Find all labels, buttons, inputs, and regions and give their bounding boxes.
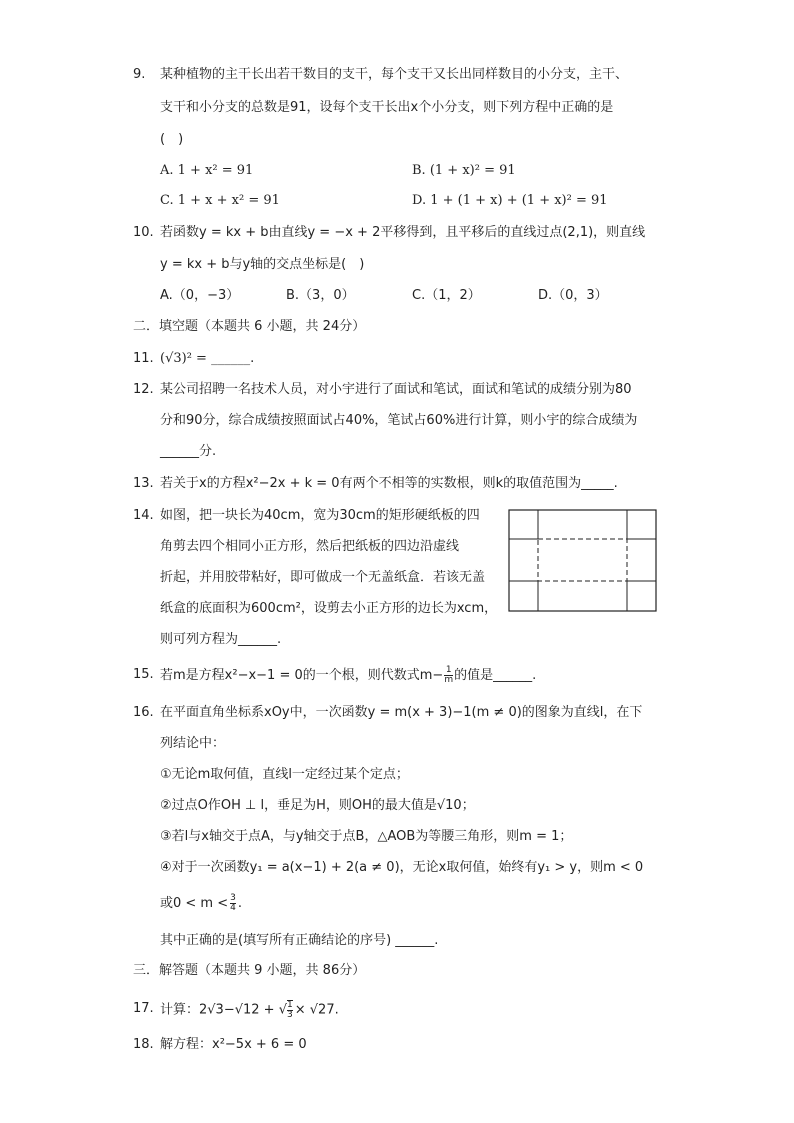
q16-answer-line: 其中正确的是(填写所有正确结论的序号) ______.	[160, 933, 439, 948]
q9-number: 9.	[133, 67, 146, 82]
q9-option-c: C. 1 + x + x² = 91	[160, 193, 280, 208]
q16-c4b-fraction	[230, 894, 236, 913]
q10-text-line1: 若函数y = kx + b由直线y = −x + 2平移得到，且平移后的直线过点(2,1)，则直线	[160, 225, 646, 240]
section-3-heading: 三．解答题（本题共 9 小题，共 86分）	[133, 963, 366, 978]
q18-number: 18.	[133, 1037, 154, 1052]
q17-text	[160, 1000, 339, 1020]
q10-option-a: A.（0，−3）	[160, 288, 240, 303]
q15-fraction	[444, 666, 453, 685]
q9-text-line1: 某种植物的主干长出若干数目的支干，每个支干又长出同样数目的小分支，主干、	[160, 67, 629, 82]
q15-number: 15.	[133, 667, 154, 682]
q17-text-part1: 计算：2√3−√12 +	[160, 1002, 279, 1018]
q9-option-b: B. (1 + x)² = 91	[412, 163, 516, 178]
q16-conclusion-4: ④对于一次函数y₁ = a(x−1) + 2(a ≠ 0)，无论x取何值，始终有y₁ > y，则m < 0	[160, 860, 644, 875]
q15-text-part1: 若m是方程x²−x−1 = 0的一个根，则代数式m−	[160, 668, 444, 683]
q14-text-line4: 纸盒的底面积为600cm²，设剪去小正方形的边长为xcm，	[160, 601, 498, 616]
q16-text-line2: 列结论中：	[160, 736, 226, 751]
q16-conclusion-3: ③若l与x轴交于点A，与y轴交于点B，△AOB为等腰三角形，则m = 1；	[160, 829, 573, 844]
q13-number: 13.	[133, 476, 154, 491]
q16-number: 16.	[133, 705, 154, 720]
q17-fraction-denominator: 3	[287, 1010, 293, 1020]
q10-text-line2: y = kx + b与y轴的交点坐标是( )	[160, 257, 365, 272]
q17-number: 17.	[133, 1001, 154, 1016]
q15-text-part2: 的值是______.	[454, 668, 537, 683]
cardboard-figure	[508, 509, 658, 613]
q18-text: 解方程：x²−5x + 6 = 0	[160, 1037, 307, 1052]
q9-text-line3: ( )	[160, 132, 184, 147]
q16-conclusion-2: ②过点O作OH ⊥ l，垂足为H，则OH的最大值是√10；	[160, 798, 475, 813]
q10-option-c: C.（1，2）	[412, 288, 481, 303]
section-2-heading: 二．填空题（本题共 6 小题，共 24分）	[133, 319, 366, 334]
q11-number: 11.	[133, 351, 154, 366]
q15-fraction-numerator: 1	[445, 665, 452, 675]
q12-number: 12.	[133, 382, 154, 397]
q16-conclusion-1: ①无论m取何值，直线l一定经过某个定点；	[160, 767, 409, 782]
q16-c4b-part2: .	[237, 896, 242, 911]
q16-c4b-fraction-numerator: 3	[230, 893, 236, 903]
q14-text-line5: 则可列方程为______.	[160, 632, 282, 647]
q10-option-b: B.（3，0）	[286, 288, 355, 303]
q13-text: 若关于x的方程x²−2x + k = 0有两个不相等的实数根，则k的取值范围为_____.	[160, 476, 618, 491]
q16-c4b-part1: 或0 < m <	[160, 896, 229, 911]
q12-text-line1: 某公司招聘一名技术人员，对小宇进行了面试和笔试，面试和笔试的成绩分别为80	[160, 382, 632, 397]
q12-text-line2: 分和90分，综合成绩按照面试占40%，笔试占60%进行计算，则小宇的综合成绩为	[160, 413, 638, 428]
q15-fraction-denominator: m	[444, 675, 454, 685]
q14-text-line2: 角剪去四个相同小正方形，然后把纸板的四边沿虚线	[160, 539, 460, 554]
q16-c4b-fraction-denominator: 4	[230, 903, 236, 913]
q17-fraction-numerator: 1	[287, 1000, 293, 1010]
q9-option-d: D. 1 + (1 + x) + (1 + x)² = 91	[412, 193, 608, 208]
q16-text-line1: 在平面直角坐标系xOy中，一次函数y = m(x + 3)−1(m ≠ 0)的图象为直线l，在下	[160, 705, 643, 720]
q17-text-part2: × √27.	[294, 1002, 339, 1018]
q11-text: (√3)² = ______.	[160, 351, 255, 366]
q16-conclusion-4-cont	[160, 894, 242, 913]
q14-text-line1: 如图，把一块长为40cm，宽为30cm的矩形硬纸板的四	[160, 508, 480, 523]
q9-text-line2: 支干和小分支的总数是91，设每个支干长出x个小分支，则下列方程中正确的是	[160, 100, 614, 115]
q10-number: 10.	[133, 225, 154, 240]
q17-sqrt-sign: √	[278, 1002, 287, 1018]
q17-fraction	[287, 1000, 293, 1020]
q14-text-line3: 折起，并用胶带粘好，即可做成一个无盖纸盒．若该无盖	[160, 570, 486, 585]
q9-option-a: A. 1 + x² = 91	[160, 163, 254, 178]
q15-text	[160, 666, 536, 685]
q14-number: 14.	[133, 508, 154, 523]
q10-option-d: D.（0，3）	[538, 288, 608, 303]
q12-text-line3: ______分.	[160, 444, 217, 459]
